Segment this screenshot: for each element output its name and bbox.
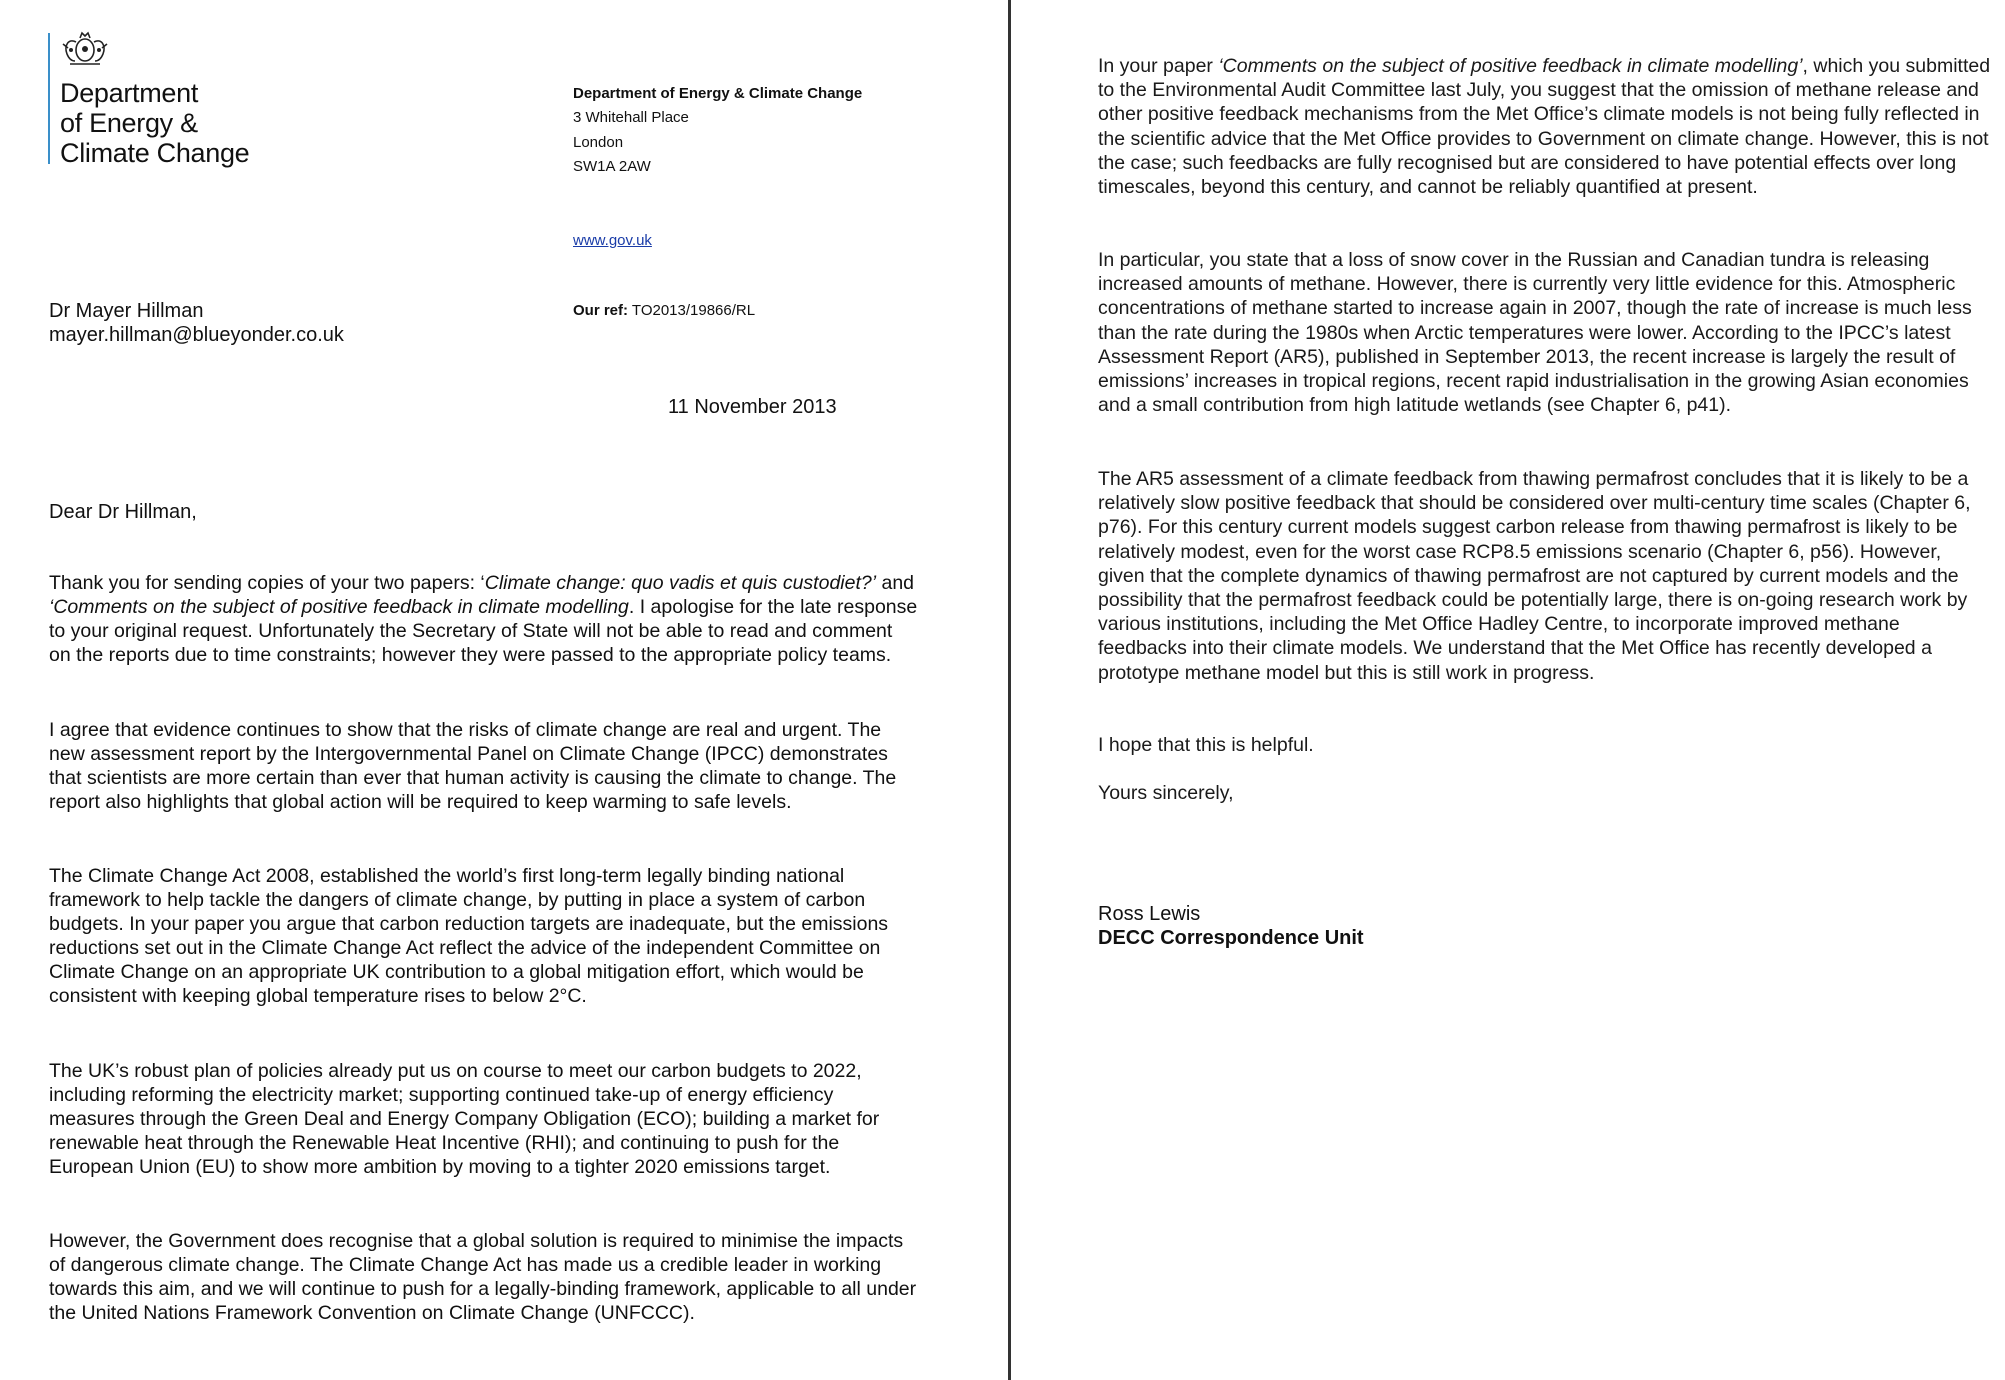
our-reference-value: TO2013/19866/RL [631, 302, 756, 319]
body-paragraph: The UK’s robust plan of policies already put us on course to meet our carbon budgets to 2022, including reforming the electricity market; supporting continued take-up of energy efficiency measures through the Green Deal and Energy Company Obligation (ECO); building a market for renewable heat through the Renewable Heat Incentive (RHI); and continuing to push for the European Union (EU) to show more ambition by moving to a tighter 2020 emissions target. [49, 1060, 880, 1178]
address-line: 3 Whitehall Place [573, 109, 689, 126]
logo-line: Department [60, 78, 199, 108]
sign-off: Yours sincerely, [1098, 782, 1234, 804]
recipient-email: mayer.hillman@blueyonder.co.uk [49, 324, 344, 346]
paper-title: Climate change: quo vadis et quis custodiet?’ [484, 572, 877, 594]
recipient-block [49, 299, 344, 347]
paragraph-text: , which you submitted to the Environmental Audit Committee last July, you suggest that the omission of methane release and other positive feedback mechanisms from the Met Office’s climate models is not being fully reflected in the scientific advice that the Met Office provides to Government on climate change. However, this is not the case; such feedbacks are fully recognised but are considered to have potential effects over long timescales, beyond this century, and cannot be reliably quantified at present. [1098, 55, 1991, 199]
logo-rule [48, 33, 50, 164]
royal-crest-icon [58, 28, 112, 68]
our-reference-label: Our ref: [573, 302, 629, 319]
logo-line: Climate Change [60, 138, 250, 168]
letter-page-1 [0, 0, 1010, 1369]
address-line: London [573, 134, 624, 151]
body-paragraph: In particular, you state that a loss of snow cover in the Russian and Canadian tundra is releasing increased amounts of methane. However, there is currently very little evidence for this. Atmospheric concentrations of methane started to increase again in 2007, though the rate of increase is much less than the rate during the 1980s when Arctic temperatures were lower. According to the IPCC’s latest Assessment Report (AR5), published in September 2013, the recent increase is largely the result of emissions’ increases in tropical regions, recent rapid industrialisation in the growing Asian economies and a small contribution from high latitude wetlands (see Chapter 6, p41). [1098, 249, 1972, 417]
paper-title: ‘Comments on the subject of positive feedback in climate modelling’ [1218, 55, 1803, 77]
body-paragraph: The Climate Change Act 2008, established the world’s first long-term legally binding national framework to help tackle the dangers of climate change, by putting in place a system of carbon budgets. In your paper you argue that carbon reduction targets are inadequate, but the emissions reductions set out in the Climate Change Act reflect the advice of the independent Committee on Climate Change on an appropriate UK contribution to a global mitigation effort, which would be consistent with keeping global temperature rises to below 2°C. [49, 865, 889, 1007]
recipient-name: Dr Mayer Hillman [49, 300, 204, 322]
salutation: Dear Dr Hillman, [49, 501, 197, 523]
letter-date: 11 November 2013 [668, 396, 837, 418]
logo-line: of Energy & [60, 108, 198, 138]
body-paragraph [49, 571, 919, 667]
paragraph-text: Thank you for sending copies of your two papers: ‘ [49, 572, 485, 594]
body-paragraph: I agree that evidence continues to show that the risks of climate change are real and urgent. The new assessment report by the Intergovernmental Panel on Climate Change (IPCC) demonstrates that scientists are more certain than ever that human activity is causing the climate to change. The report also highlights that global action will be required to keep warming to safe levels. [49, 719, 897, 813]
website-link[interactable]: www.gov.uk [573, 232, 652, 249]
address-department: Department of Energy & Climate Change [573, 85, 863, 102]
paragraph-text: . I apologise for the late response to your original request. Unfortunately the Secretary of State will not be able to read and comment on the reports due to time constraints; however they were passed to the appropriate policy teams. [49, 596, 918, 666]
body-paragraph: However, the Government does recognise that a global solution is required to minimise the impacts of dangerous climate change. The Climate Change Act has made us a credible leader in working towards this aim, and we will continue to push for a legally-binding framework, applicable to all under the United Nations Framework Convention on Climate Change (UNFCCC). [49, 1230, 917, 1324]
paragraph-text: and [876, 572, 915, 594]
signatory-block [1098, 902, 1364, 950]
body-paragraph [1098, 54, 1993, 199]
department-logo [60, 78, 249, 168]
closing-line: I hope that this is helpful. [1098, 734, 1314, 756]
body-paragraph: The AR5 assessment of a climate feedback from thawing permafrost concludes that it is likely to be a relatively slow positive feedback that should be considered over multi-century time scales (Chapter 6, p76). For this century current models suggest carbon release from thawing permafrost is likely to be relatively modest, even for the worst case RCP8.5 emissions scenario (Chapter 6, p56). However, given that the complete dynamics of thawing permafrost are not captured by current models and the possibility that the permafrost feedback could be potentially large, there is on-going research work by various institutions, including the Met Office Hadley Centre, to incorporate improved methane feedbacks into their climate models. We understand that the Met Office has recently developed a prototype methane model but this is still work in progress. [1098, 468, 1971, 684]
signatory-unit: DECC Correspondence Unit [1098, 927, 1364, 949]
paragraph-text: In your paper [1098, 55, 1219, 77]
our-reference [573, 302, 755, 319]
signatory-name: Ross Lewis [1098, 903, 1201, 925]
address-postcode: SW1A 2AW [573, 158, 651, 175]
page-divider [1008, 0, 1011, 1380]
paper-title: ‘Comments on the subject of positive feedback in climate modelling [49, 596, 629, 618]
